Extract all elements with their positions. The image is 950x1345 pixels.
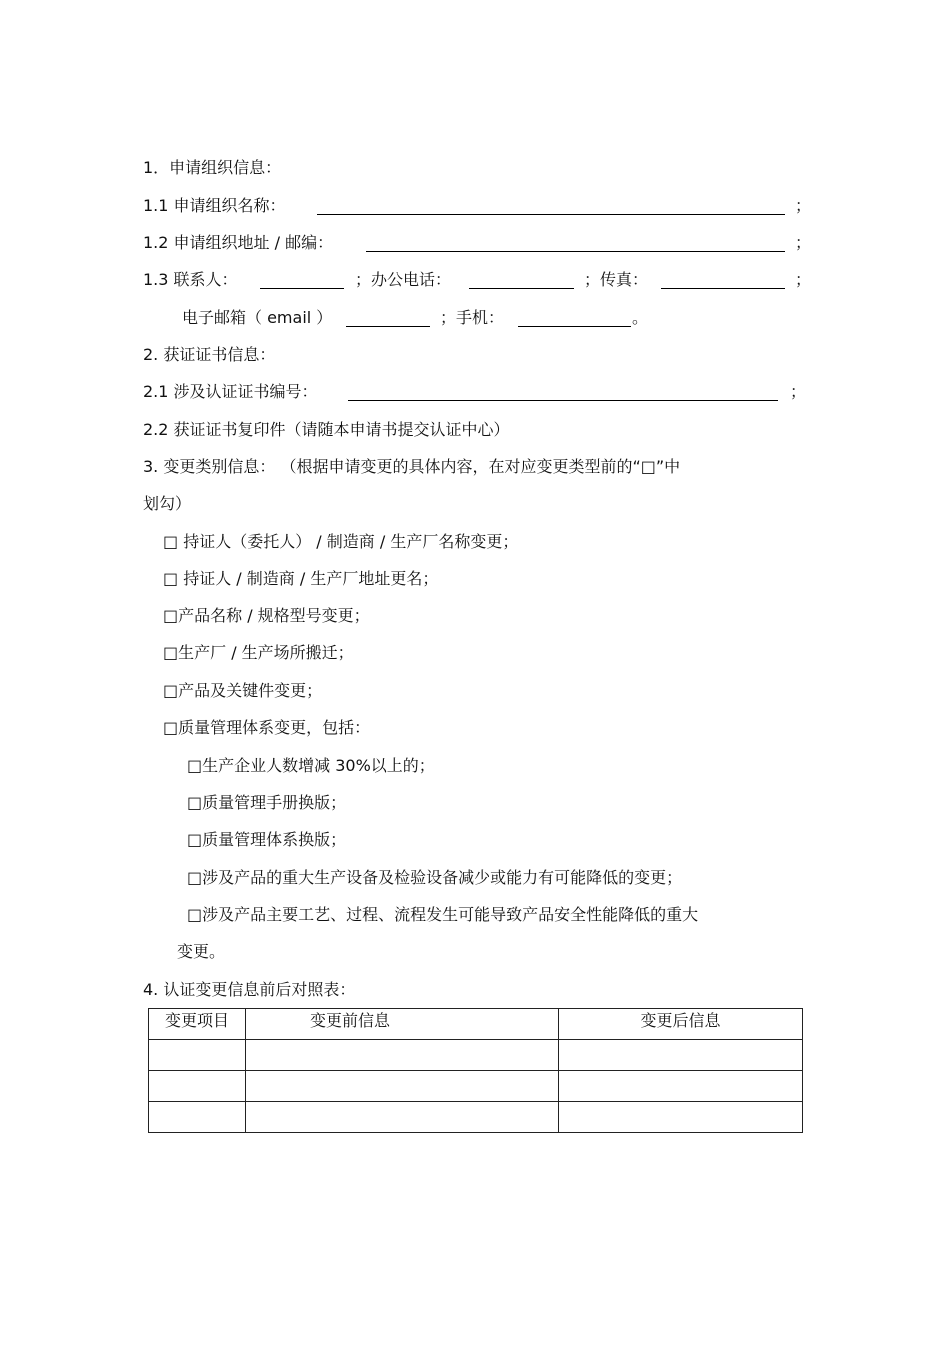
table-cell-before[interactable] [246, 1071, 559, 1102]
semicolon: ； [795, 233, 812, 252]
table-cell-item[interactable] [149, 1040, 246, 1071]
table-cell-after[interactable] [559, 1102, 803, 1133]
org-name-field[interactable] [317, 214, 785, 215]
table-cell-item[interactable] [149, 1071, 246, 1102]
cert-number-label: 2.1 涉及认证证书编号： [143, 382, 318, 401]
option-holder-address-change[interactable]: □ 持证人 / 制造商 / 生产厂地址更名； [163, 569, 439, 588]
email-field[interactable] [346, 326, 430, 327]
sub-option-process-change[interactable]: □涉及产品主要工艺、过程、流程发生可能导致产品安全性能降低的重大 [187, 905, 699, 924]
org-name-label: 1.1 申请组织名称： [143, 196, 286, 215]
table-header-row [149, 1009, 803, 1040]
table-cell-after[interactable] [559, 1040, 803, 1071]
sub-option-process-change-cont: 变更。 [177, 942, 226, 961]
contact-field[interactable] [260, 288, 344, 289]
end-mark: 。 [632, 308, 649, 327]
section3-heading: 3. 变更类别信息： （根据申请变更的具体内容，在对应变更类型前的“□”中 [143, 457, 681, 476]
table-cell-item[interactable] [149, 1102, 246, 1133]
table-cell-after[interactable] [559, 1071, 803, 1102]
table-row [149, 1071, 803, 1102]
section4-heading: 4. 认证变更信息前后对照表： [143, 980, 356, 999]
sub-option-staff-change[interactable]: □生产企业人数增减 30%以上的； [187, 756, 435, 775]
option-holder-name-change[interactable]: □ 持证人（委托人） / 制造商 / 生产厂名称变更； [163, 532, 519, 551]
option-key-component-change[interactable]: □产品及关键件变更； [163, 681, 323, 700]
sub-option-equipment-change[interactable]: □涉及产品的重大生产设备及检验设备减少或能力有可能降低的变更； [187, 868, 683, 887]
table-row [149, 1102, 803, 1133]
option-factory-relocation[interactable]: □生产厂 / 生产场所搬迁； [163, 643, 354, 662]
cert-copy-note: 2.2 获证证书复印件（请随本申请书提交认证中心） [143, 420, 510, 439]
table-row [149, 1040, 803, 1071]
cert-number-field[interactable] [348, 400, 778, 401]
fax-label: ；传真： [584, 270, 649, 289]
option-product-name-change[interactable]: □产品名称 / 规格型号变更； [163, 606, 370, 625]
org-address-label: 1.2 申请组织地址 / 邮编： [143, 233, 334, 252]
section3-heading-cont: 划勾） [143, 494, 192, 513]
office-phone-field[interactable] [469, 288, 574, 289]
contact-label: 1.3 联系人： [143, 270, 238, 289]
semicolon: ； [795, 270, 812, 289]
org-address-field[interactable] [366, 251, 785, 252]
semicolon: ； [790, 382, 807, 401]
email-label: 电子邮箱（ email ） [182, 308, 333, 327]
comparison-table [148, 1008, 803, 1133]
col-header-item: 变更项目 [149, 1009, 246, 1040]
section1-heading: 1．申请组织信息： [143, 158, 282, 177]
table-cell-before[interactable] [246, 1040, 559, 1071]
fax-field[interactable] [661, 288, 785, 289]
option-qms-change[interactable]: □质量管理体系变更，包括： [163, 718, 371, 737]
office-phone-label: ；办公电话： [355, 270, 452, 289]
section2-heading: 2. 获证证书信息： [143, 345, 276, 364]
mobile-label: ；手机： [440, 308, 505, 327]
mobile-field[interactable] [518, 326, 631, 327]
sub-option-system-revision[interactable]: □质量管理体系换版； [187, 830, 347, 849]
col-header-after: 变更后信息 [559, 1009, 803, 1040]
semicolon: ； [795, 196, 812, 215]
sub-option-manual-revision[interactable]: □质量管理手册换版； [187, 793, 347, 812]
table-cell-before[interactable] [246, 1102, 559, 1133]
col-header-before: 变更前信息 [246, 1009, 559, 1040]
